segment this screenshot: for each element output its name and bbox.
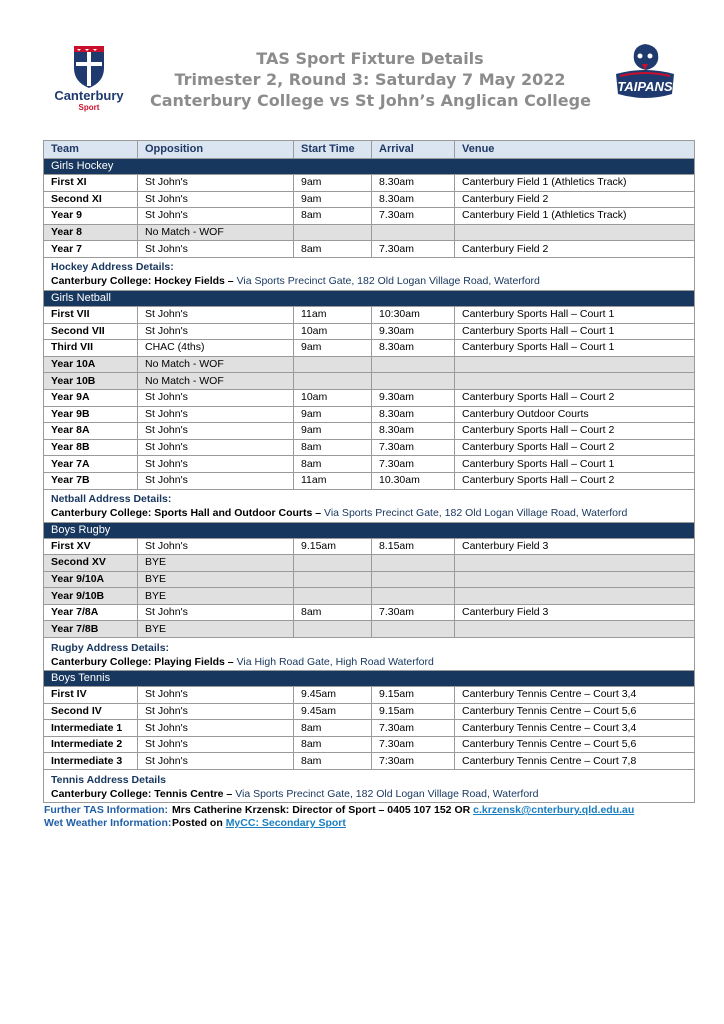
table-row [44, 687, 695, 704]
tas-information-line [44, 804, 634, 817]
section-header-row [44, 290, 695, 306]
cell-opposition: St John's [138, 720, 294, 737]
cell-team: Year 8B [44, 439, 138, 456]
cell-arrival: 7.30am [372, 241, 455, 258]
cell-venue [455, 571, 695, 588]
svg-text:Canterbury: Canterbury [54, 88, 124, 103]
cell-venue: Canterbury Tennis Centre – Court 3,4 [455, 687, 695, 704]
table-row [44, 439, 695, 456]
column-header-start-time: Start Time [294, 141, 372, 159]
cell-start-time: 9.15am [294, 538, 372, 555]
cell-opposition: BYE [138, 555, 294, 572]
cell-start-time [294, 571, 372, 588]
cell-opposition: St John's [138, 208, 294, 225]
address-line [51, 506, 687, 520]
cell-opposition: CHAC (4ths) [138, 340, 294, 357]
section-header-row [44, 522, 695, 538]
table-row [44, 208, 695, 225]
cell-start-time: 8am [294, 753, 372, 770]
address-title: Netball Address Details: [51, 493, 172, 505]
cell-arrival: 8.15am [372, 538, 455, 555]
cell-team: Intermediate 2 [44, 736, 138, 753]
table-row [44, 406, 695, 423]
cell-start-time: 8am [294, 208, 372, 225]
cell-arrival: 7.30am [372, 720, 455, 737]
cell-team: Year 10A [44, 356, 138, 373]
cell-arrival: 7.30am [372, 208, 455, 225]
address-location: Canterbury College: Hockey Fields – [51, 275, 234, 288]
cell-team: Year 9B [44, 406, 138, 423]
cell-venue: Canterbury Field 2 [455, 241, 695, 258]
table-row [44, 736, 695, 753]
cell-start-time [294, 373, 372, 390]
cell-venue: Canterbury Sports Hall – Court 1 [455, 340, 695, 357]
page-title [150, 48, 590, 111]
cell-opposition: St John's [138, 703, 294, 720]
cell-venue: Canterbury Field 1 (Athletics Track) [455, 208, 695, 225]
title-line-3: Canterbury College vs St John’s Anglican College [150, 91, 591, 110]
address-location: Canterbury College: Sports Hall and Outdoor Courts – [51, 507, 322, 519]
cell-arrival: 9.15am [372, 687, 455, 704]
table-row [44, 621, 695, 638]
cell-team: Year 7/8B [44, 621, 138, 638]
svg-text:TAIPANS: TAIPANS [617, 79, 673, 94]
table-row [44, 604, 695, 621]
title-line-1: TAS Sport Fixture Details [256, 49, 484, 68]
cell-start-time [294, 224, 372, 241]
cell-opposition: St John's [138, 538, 294, 555]
cell-opposition: BYE [138, 571, 294, 588]
section-header-row [44, 671, 695, 687]
canterbury-sport-logo [44, 42, 134, 112]
cell-opposition: No Match - WOF [138, 373, 294, 390]
cell-venue: Canterbury Sports Hall – Court 1 [455, 323, 695, 340]
cell-arrival [372, 373, 455, 390]
cell-arrival: 10.30am [372, 472, 455, 489]
cell-team: Year 8A [44, 423, 138, 440]
cell-team: Intermediate 1 [44, 720, 138, 737]
cell-team: Intermediate 3 [44, 753, 138, 770]
table-row [44, 323, 695, 340]
table-row [44, 241, 695, 258]
cell-team: Year 9 [44, 208, 138, 225]
cell-team: First XI [44, 175, 138, 192]
cell-venue: Canterbury Sports Hall – Court 1 [455, 306, 695, 323]
table-row [44, 703, 695, 720]
cell-opposition: BYE [138, 588, 294, 605]
cell-venue: Canterbury Field 3 [455, 604, 695, 621]
address-location: Canterbury College: Playing Fields – [51, 655, 234, 668]
mycc-secondary-sport-link[interactable]: MyCC: Secondary Sport [225, 817, 346, 829]
cell-opposition: St John's [138, 439, 294, 456]
cell-team: Year 10B [44, 373, 138, 390]
cell-arrival [372, 588, 455, 605]
cell-venue [455, 224, 695, 241]
table-row [44, 753, 695, 770]
cell-start-time: 8am [294, 736, 372, 753]
cell-arrival: 8.30am [372, 191, 455, 208]
cell-arrival [372, 621, 455, 638]
address-details-cell [44, 489, 695, 522]
cell-arrival: 10:30am [372, 306, 455, 323]
cell-venue: Canterbury Field 2 [455, 191, 695, 208]
cell-team: First XV [44, 538, 138, 555]
cell-arrival: 7.30am [372, 439, 455, 456]
cell-start-time: 10am [294, 389, 372, 406]
cell-arrival: 8.30am [372, 340, 455, 357]
cell-arrival: 7.30am [372, 604, 455, 621]
cell-venue: Canterbury Tennis Centre – Court 7,8 [455, 753, 695, 770]
cell-start-time: 9.45am [294, 703, 372, 720]
table-row [44, 175, 695, 192]
cell-arrival [372, 555, 455, 572]
cell-venue [455, 373, 695, 390]
section-title: Girls Hockey [44, 159, 695, 175]
address-details-row [44, 489, 695, 522]
cell-opposition: St John's [138, 175, 294, 192]
section-title: Boys Rugby [44, 522, 695, 538]
table-row [44, 306, 695, 323]
table-row [44, 571, 695, 588]
cell-venue: Canterbury Sports Hall – Court 2 [455, 423, 695, 440]
cell-start-time: 9am [294, 406, 372, 423]
cell-opposition: St John's [138, 323, 294, 340]
cell-venue [455, 555, 695, 572]
cell-team: First VII [44, 306, 138, 323]
cell-team: Second XI [44, 191, 138, 208]
cell-team: Second VII [44, 323, 138, 340]
table-row [44, 555, 695, 572]
section-title: Girls Netball [44, 290, 695, 306]
wet-weather-text: Posted on [172, 817, 223, 829]
cell-team: Year 7/8A [44, 604, 138, 621]
table-row [44, 720, 695, 737]
cell-start-time: 9am [294, 340, 372, 357]
cell-start-time [294, 356, 372, 373]
cell-arrival: 7.30am [372, 736, 455, 753]
table-row [44, 423, 695, 440]
cell-start-time [294, 555, 372, 572]
cell-arrival: 9.30am [372, 389, 455, 406]
cell-opposition: St John's [138, 191, 294, 208]
cell-venue: Canterbury Outdoor Courts [455, 406, 695, 423]
cell-opposition: No Match - WOF [138, 224, 294, 241]
cell-venue: Canterbury Sports Hall – Court 2 [455, 472, 695, 489]
table-row [44, 588, 695, 605]
cell-arrival [372, 224, 455, 241]
cell-start-time [294, 588, 372, 605]
table-row [44, 191, 695, 208]
table-row [44, 472, 695, 489]
fixtures-table [43, 140, 695, 803]
footer-info [44, 804, 634, 830]
address-title: Rugby Address Details: [51, 641, 170, 654]
wet-weather-line [44, 817, 634, 830]
cell-opposition: St John's [138, 241, 294, 258]
cell-team: Third VII [44, 340, 138, 357]
cell-arrival: 8.30am [372, 406, 455, 423]
cell-arrival: 9.15am [372, 703, 455, 720]
cell-opposition: St John's [138, 604, 294, 621]
cell-opposition: St John's [138, 406, 294, 423]
address-line [51, 274, 687, 288]
tas-information-text: Mrs Catherine Krzensk: Director of Sport – 0405 107 152 OR [172, 804, 471, 816]
cell-opposition: St John's [138, 423, 294, 440]
address-line [51, 787, 687, 801]
address-via: Via Sports Precinct Gate, 182 Old Logan Village Road, Waterford [235, 787, 539, 800]
address-details-row [44, 638, 695, 671]
cell-team: Second IV [44, 703, 138, 720]
table-row [44, 340, 695, 357]
taipans-logo [606, 40, 684, 110]
cell-opposition: No Match - WOF [138, 356, 294, 373]
cell-arrival [372, 356, 455, 373]
table-header-row [44, 141, 695, 159]
cell-arrival [372, 571, 455, 588]
cell-start-time: 8am [294, 439, 372, 456]
address-location: Canterbury College: Tennis Centre – [51, 787, 233, 800]
cell-venue [455, 356, 695, 373]
table-row [44, 356, 695, 373]
wet-weather-label: Wet Weather Information: [44, 817, 172, 829]
column-header-team: Team [44, 141, 138, 159]
cell-start-time: 9am [294, 191, 372, 208]
cell-team: Year 9/10B [44, 588, 138, 605]
cell-start-time: 11am [294, 472, 372, 489]
cell-opposition: St John's [138, 306, 294, 323]
cell-opposition: St John's [138, 389, 294, 406]
cell-opposition: St John's [138, 687, 294, 704]
cell-start-time: 10am [294, 323, 372, 340]
table-row [44, 389, 695, 406]
cell-arrival: 8.30am [372, 423, 455, 440]
cell-start-time: 9am [294, 175, 372, 192]
cell-team: Year 9A [44, 389, 138, 406]
table-row [44, 456, 695, 473]
cell-venue [455, 588, 695, 605]
cell-opposition: St John's [138, 736, 294, 753]
cell-venue: Canterbury Field 1 (Athletics Track) [455, 175, 695, 192]
cell-start-time: 8am [294, 604, 372, 621]
address-details-cell [44, 257, 695, 290]
cell-opposition: BYE [138, 621, 294, 638]
section-title: Boys Tennis [44, 671, 695, 687]
cell-team: First IV [44, 687, 138, 704]
cell-venue: Canterbury Sports Hall – Court 2 [455, 439, 695, 456]
cell-start-time: 9am [294, 423, 372, 440]
address-via: Via High Road Gate, High Road Waterford [236, 655, 434, 668]
cell-opposition: St John's [138, 472, 294, 489]
cell-venue [455, 621, 695, 638]
cell-team: Second XV [44, 555, 138, 572]
cell-venue: Canterbury Sports Hall – Court 2 [455, 389, 695, 406]
cell-arrival: 7:30am [372, 753, 455, 770]
cell-start-time: 9.45am [294, 687, 372, 704]
cell-arrival: 9.30am [372, 323, 455, 340]
address-title: Tennis Address Details [51, 773, 166, 786]
table-row [44, 224, 695, 241]
cell-team: Year 9/10A [44, 571, 138, 588]
address-details-row [44, 770, 695, 803]
cell-opposition: St John's [138, 753, 294, 770]
cell-venue: Canterbury Sports Hall – Court 1 [455, 456, 695, 473]
cell-team: Year 7 [44, 241, 138, 258]
address-details-row [44, 257, 695, 290]
cell-arrival: 8.30am [372, 175, 455, 192]
director-email-link[interactable]: c.krzensk@cnterbury.qld.edu.au [473, 804, 635, 816]
address-details-cell [44, 770, 695, 803]
cell-opposition: St John's [138, 456, 294, 473]
cell-team: Year 7B [44, 472, 138, 489]
cell-venue: Canterbury Field 3 [455, 538, 695, 555]
address-via: Via Sports Precinct Gate, 182 Old Logan Village Road, Waterford [236, 275, 540, 288]
cell-start-time [294, 621, 372, 638]
table-row [44, 538, 695, 555]
table-row [44, 373, 695, 390]
cell-start-time: 8am [294, 241, 372, 258]
column-header-arrival: Arrival [372, 141, 455, 159]
cell-start-time: 8am [294, 456, 372, 473]
cell-start-time: 8am [294, 720, 372, 737]
cell-venue: Canterbury Tennis Centre – Court 3,4 [455, 720, 695, 737]
address-line [51, 655, 687, 669]
address-details-cell [44, 638, 695, 671]
cell-venue: Canterbury Tennis Centre – Court 5,6 [455, 703, 695, 720]
section-header-row [44, 159, 695, 175]
svg-text:Sport: Sport [78, 103, 100, 112]
tas-information-label: Further TAS Information: [44, 804, 169, 816]
column-header-opposition: Opposition [138, 141, 294, 159]
title-line-2: Trimester 2, Round 3: Saturday 7 May 2022 [174, 70, 566, 89]
address-via: Via Sports Precinct Gate, 182 Old Logan Village Road, Waterford [324, 507, 628, 519]
cell-arrival: 7.30am [372, 456, 455, 473]
column-header-venue: Venue [455, 141, 695, 159]
cell-venue: Canterbury Tennis Centre – Court 5,6 [455, 736, 695, 753]
address-title: Hockey Address Details: [51, 261, 174, 274]
cell-team: Year 8 [44, 224, 138, 241]
cell-start-time: 11am [294, 306, 372, 323]
cell-team: Year 7A [44, 456, 138, 473]
